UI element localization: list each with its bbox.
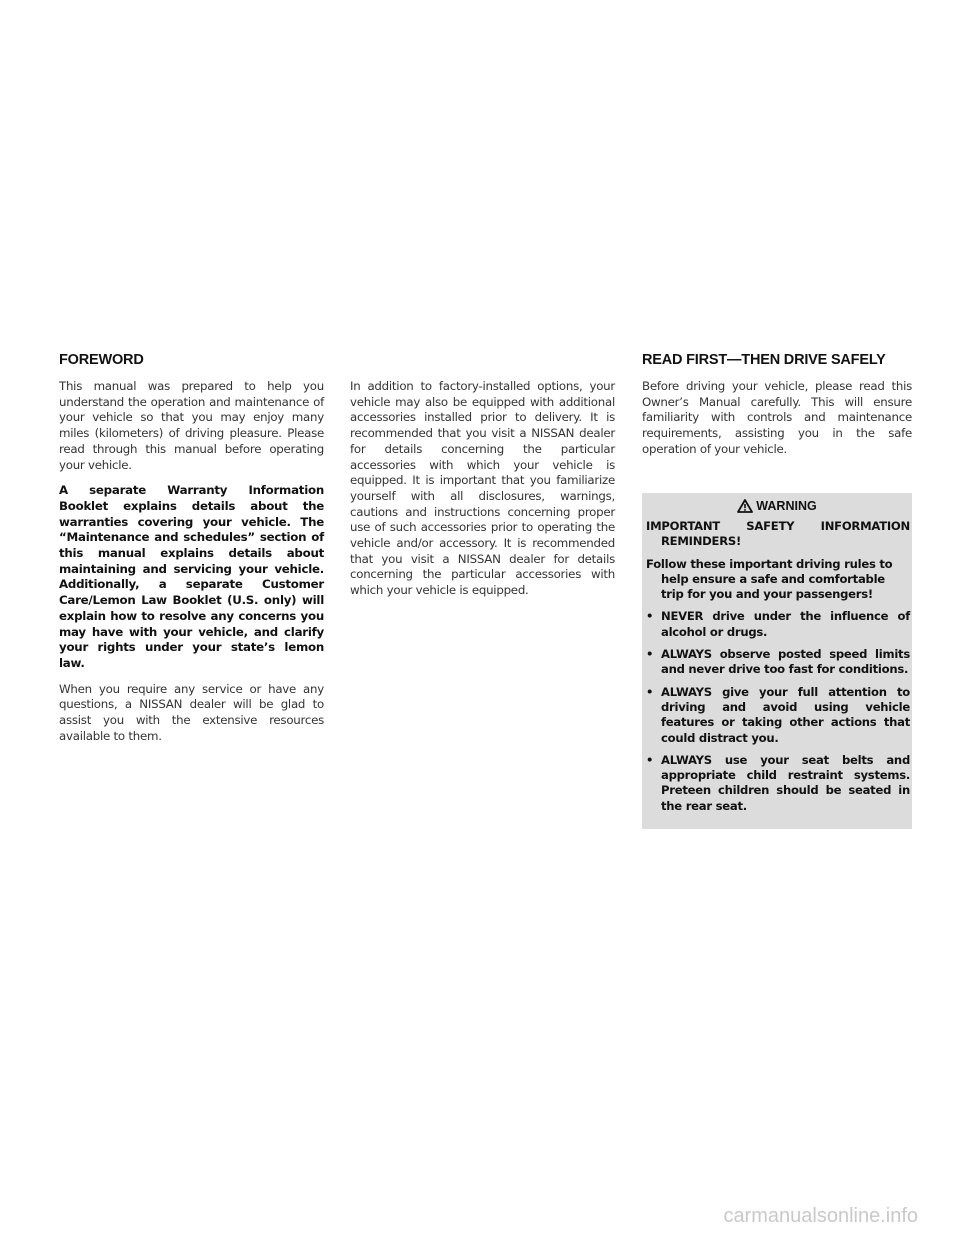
warning-header xyxy=(642,495,912,517)
foreword-paragraph-1: This manual was prepared to help you understand the operation and maintenance of your vehicle so that you may enjoy many miles (kilometers) of driving pleasure. Please read through this manual before operating your vehicle. xyxy=(59,379,324,472)
foreword-column xyxy=(59,379,324,754)
bullet-icon: • xyxy=(646,609,654,624)
service-paragraph: When you require any service or have any questions, a NISSAN dealer will be glad to assist you with the extensive resources available to them. xyxy=(59,681,324,743)
warning-line-1: IMPORTANT SAFETY INFORMATION REMINDERS! xyxy=(646,519,910,549)
accessories-paragraph: In addition to factory-installed options, your vehicle may also be equipped with additional accessories installed prior to delivery. It is recommended that you visit a NISSAN dealer for details concerning the particular accessories with which your vehicle is equipped. It is important that you familiarize yourself with all disclosures, warnings, cautions and instructions concerning proper use of such accessories prior to operating the vehicle and/or accessory. It is recommended that you visit a NISSAN dealer for details concerning the particular accessories with which your vehicle is equipped. xyxy=(350,379,615,598)
warning-item-text: ALWAYS give your full attention to driving and avoid using vehicle features or taking other actions that could distract you. xyxy=(661,684,910,745)
warning-line-2: Follow these important driving rules to help ensure a safe and comfortable trip for you and your passengers! xyxy=(646,556,893,602)
warning-item-text: ALWAYS observe posted speed limits and never drive too fast for conditions. xyxy=(661,647,910,677)
warning-list xyxy=(644,609,910,814)
warning-item xyxy=(644,685,910,746)
warranty-paragraph: A separate Warranty Information Booklet explains details about the warranties covering your vehicle. The “Maintenance and schedules” section of this manual explains details about maintaining and servicing your vehicle. Additionally, a separate Customer Care/Lemon Law Booklet (U.S. only) will explain how to resolve any concerns you may have with your vehicle, and clarify your rights under your state’s lemon law. xyxy=(59,483,324,670)
warning-item xyxy=(644,753,910,814)
read-first-column xyxy=(642,379,912,468)
bullet-icon: • xyxy=(646,752,654,767)
foreword-heading: FOREWORD xyxy=(59,352,144,368)
warning-item xyxy=(644,609,910,640)
accessories-column xyxy=(350,379,615,609)
watermark: carmanualsonline.info xyxy=(723,1205,918,1227)
read-first-heading: READ FIRST—THEN DRIVE SAFELY xyxy=(642,352,886,368)
read-first-intro: Before driving your vehicle, please read this Owner’s Manual carefully. This will ensure familiarity with controls and maintenance requirements, assisting you in the safe operation of your vehicle. xyxy=(642,379,912,456)
warning-item-text: ALWAYS use your seat belts and appropriate child restraint systems. Preteen children should be seated in the rear seat. xyxy=(661,752,910,813)
warning-triangle-icon xyxy=(737,499,753,513)
warning-title: WARNING xyxy=(756,499,817,513)
bullet-icon: • xyxy=(646,684,654,699)
warning-box xyxy=(642,493,912,829)
warning-item-text: NEVER drive under the influence of alcohol or drugs. xyxy=(661,609,910,639)
warning-body xyxy=(642,519,912,814)
bullet-icon: • xyxy=(646,647,654,662)
warning-item xyxy=(644,647,910,678)
